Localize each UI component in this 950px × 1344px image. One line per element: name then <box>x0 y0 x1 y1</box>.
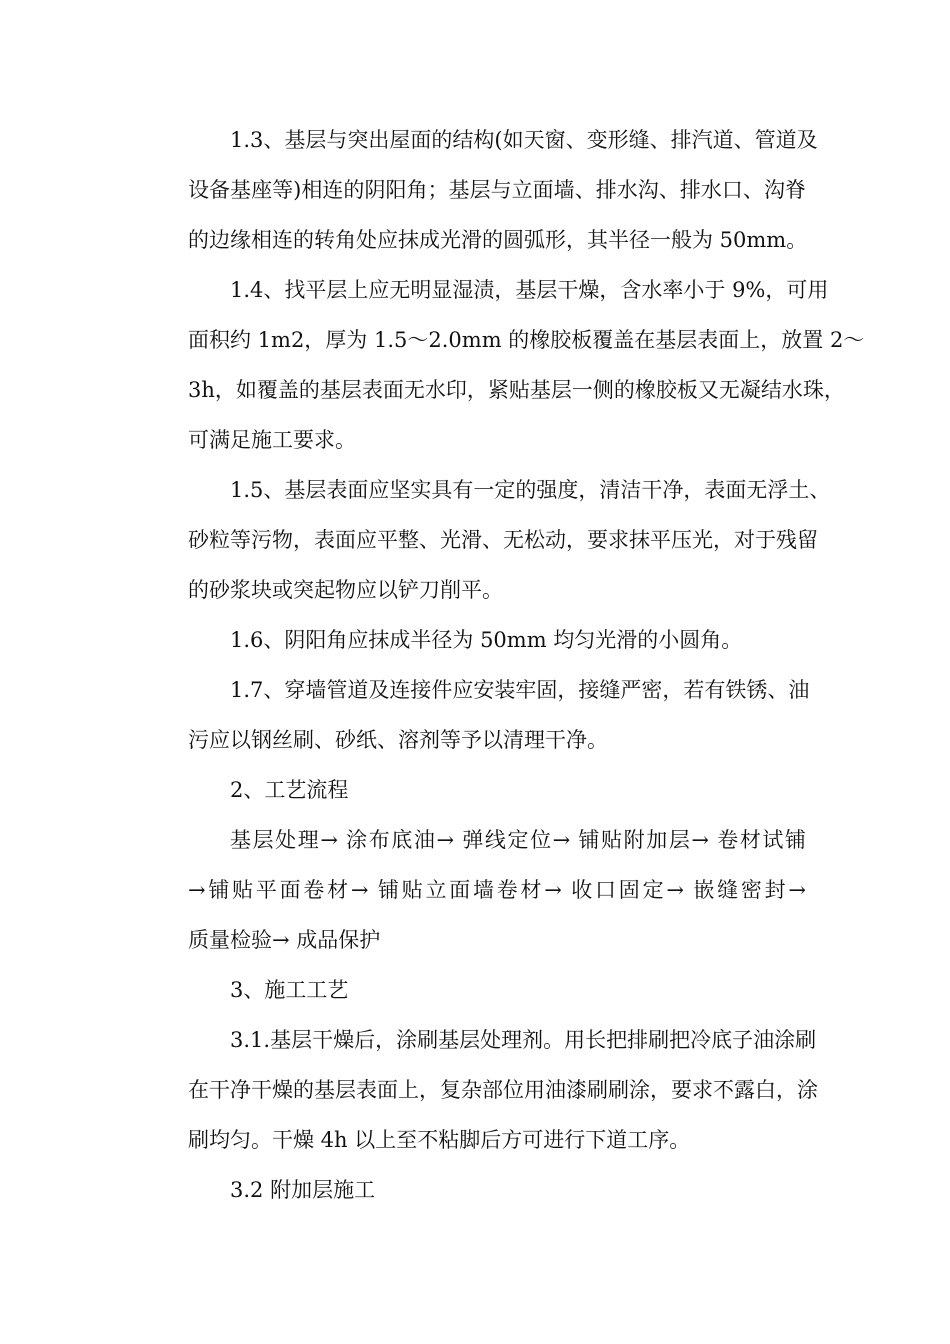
text-line: 可满足施工要求。 <box>188 428 356 452</box>
text-line: 1.6、阴阳角应抹成半径为 50mm 均匀光滑的小圆角。 <box>230 628 743 652</box>
text-line: 设备基座等)相连的阴阳角；基层与立面墙、排水沟、排水口、沟脊 <box>188 178 806 202</box>
text-line: 1.4、找平层上应无明显湿渍，基层干燥，含水率小于 9%，可用 <box>230 278 829 302</box>
paragraph-p-3 <box>146 965 806 1015</box>
text-line: 的边缘相连的转角处应抹成光滑的圆弧形，其半径一般为 50mm。 <box>188 228 808 252</box>
text-line: 的砂浆块或突起物应以铲刀削平。 <box>188 578 503 602</box>
text-line: 1.3、基层与突出屋面的结构(如天窗、变形缝、排汽道、管道及 <box>230 128 818 152</box>
text-line: 3.1.基层干燥后，涂刷基层处理剂。用长把排刷把冷底子油涂刷 <box>230 1028 817 1052</box>
paragraph-p-1-4 <box>146 265 865 465</box>
paragraph-p-3-1 <box>146 1015 818 1165</box>
text-line: 基层处理→ 涂布底油→ 弹线定位→ 铺贴附加层→ 卷材试铺 <box>230 828 806 852</box>
text-line: 污应以钢丝刷、砂纸、溶剂等予以清理干净。 <box>188 728 608 752</box>
text-line: 砂粒等污物，表面应平整、光滑、无松动，要求抹平压光，对于残留 <box>188 528 818 552</box>
paragraph-p-2 <box>146 765 806 815</box>
text-line: 1.5、基层表面应坚实具有一定的强度，清洁干净，表面无浮土、 <box>230 478 831 502</box>
text-line: 3.2 附加层施工 <box>230 1178 376 1202</box>
text-line: 质量检验→ 成品保护 <box>188 928 381 952</box>
text-line: →铺贴平面卷材→ 铺贴立面墙卷材→ 收口固定→ 嵌缝密封→ <box>188 878 806 902</box>
text-line: 3h，如覆盖的基层表面无水印，紧贴基层一侧的橡胶板又无凝结水珠， <box>188 378 845 402</box>
paragraph-p-3-2 <box>146 1165 806 1215</box>
document-page <box>146 115 865 1215</box>
paragraph-p-1-7 <box>146 665 810 765</box>
paragraph-p-1-3 <box>146 115 818 265</box>
paragraph-p-2-flow <box>146 815 806 965</box>
text-line: 2、工艺流程 <box>230 778 349 802</box>
paragraph-p-1-6 <box>146 615 806 665</box>
text-line: 刷均匀。干燥 4h 以上至不粘脚后方可进行下道工序。 <box>188 1128 691 1152</box>
text-line: 1.7、穿墙管道及连接件应安装牢固，接缝严密，若有铁锈、油 <box>230 678 810 702</box>
text-line: 3、施工工艺 <box>230 978 349 1002</box>
text-line: 面积约 1m2，厚为 1.5～2.0mm 的橡胶板覆盖在基层表面上，放置 2～ <box>188 328 865 352</box>
text-line: 在干净干燥的基层表面上，复杂部位用油漆刷刷涂，要求不露白，涂 <box>188 1078 818 1102</box>
paragraph-p-1-5 <box>146 465 831 615</box>
